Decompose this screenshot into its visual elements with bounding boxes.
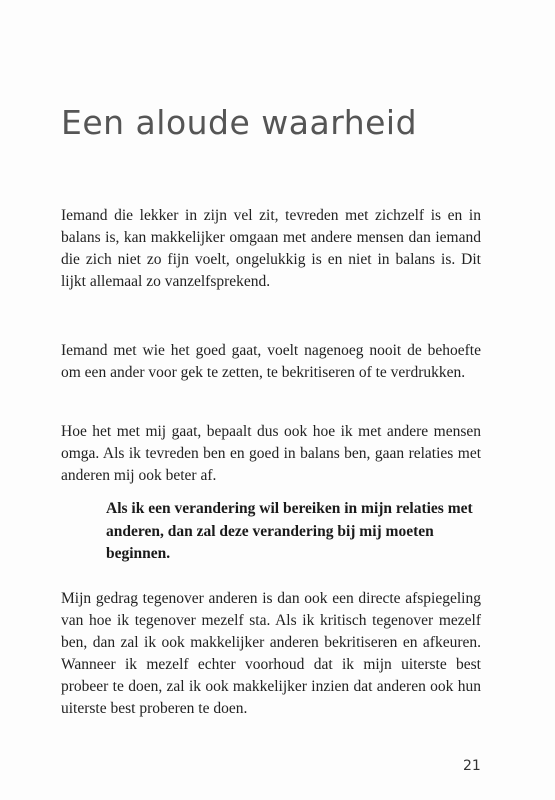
highlighted-statement: Als ik een verandering wil bereiken in mijn relaties met anderen, dan zal deze verandering bij mij moeten beginnen. xyxy=(106,500,473,562)
chapter-title: Een aloude waarheid xyxy=(61,103,418,142)
paragraph-2: Iemand met wie het goed gaat, voelt nagenoeg nooit de behoefte om een ander voor gek te zetten, te bekritiseren of te verdrukken. xyxy=(61,342,481,381)
paragraph-1: Iemand die lekker in zijn vel zit, tevreden met zichzelf is en in balans is, kan makkelijker omgaan met andere mensen dan iemand die zich niet zo fijn voelt, ongelukkig is en niet in balans is. Dit lijkt allemaal zo vanzelfsprekend. xyxy=(61,207,481,290)
paragraph-3: Hoe het met mij gaat, bepaalt dus ook hoe ik met andere mensen omga. Als ik tevreden ben en goed in balans ben, gaan relaties met anderen mij ook beter af. xyxy=(61,423,481,484)
page-number: 21 xyxy=(463,758,481,774)
paragraph-4: Mijn gedrag tegenover anderen is dan ook een directe afspiegeling van hoe ik tegenover mezelf sta. Als ik kritisch tegenover mezelf ben, dan zal ik ook makkelijker anderen bekritiseren en afkeuren. Wanneer ik mezelf echter voorhoud dat ik mijn uiterste best probeer te doen, zal ik ook makkelijker inzien dat anderen ook hun uiterste best proberen te doen. xyxy=(61,590,481,717)
